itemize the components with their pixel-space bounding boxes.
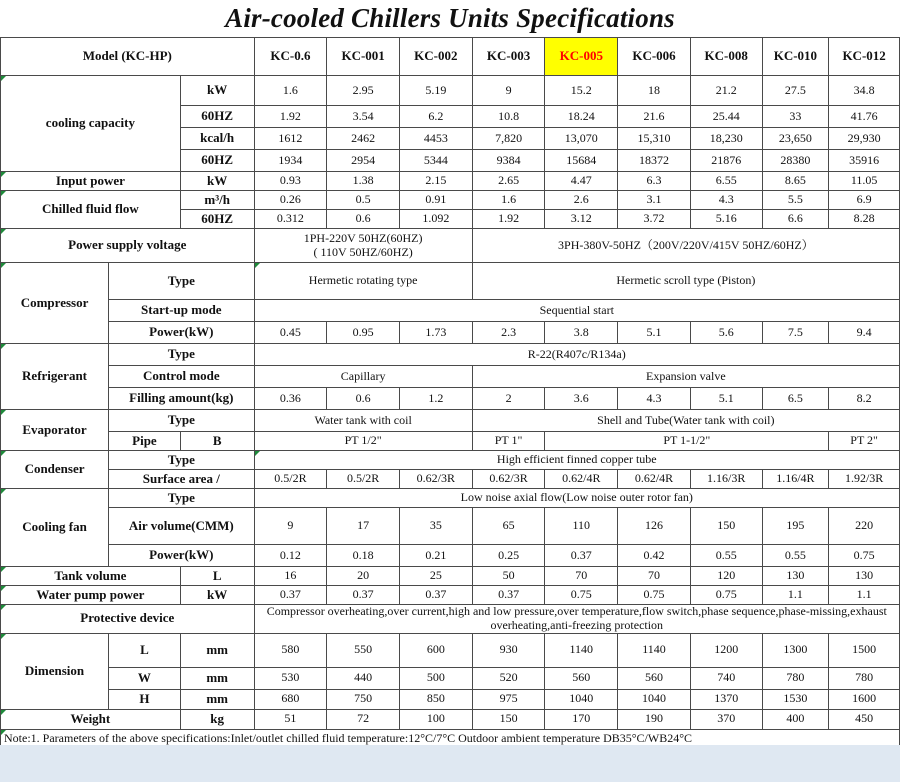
tank-volume-kc-012: 130: [829, 567, 900, 586]
cooling-kcal-60hz-kc-001: 2954: [327, 150, 400, 172]
compressor-power-kc-006: 5.1: [618, 322, 691, 344]
cooling-kw-kc-0-6: 1.6: [254, 76, 327, 106]
model-kc-010: KC-010: [762, 38, 829, 76]
filling-amount-kc-012: 8.2: [829, 388, 900, 410]
compressor-label: Compressor: [1, 263, 109, 344]
note-line-1: Note:1. Parameters of the above specifications:Inlet/outlet chilled fluid temperature:12°C/7°C Outdoor ambient temperature DB35°C/WB24°C: [1, 729, 900, 749]
tank-volume-kc-006: 70: [618, 567, 691, 586]
table-row: [1, 172, 900, 191]
weight-kc-005: 170: [545, 709, 618, 729]
dim-l-kc-003: 930: [472, 633, 545, 667]
flow-60hz-kc-006: 3.72: [618, 210, 691, 229]
compressor-power-kc-0-6: 0.45: [254, 322, 327, 344]
tank-volume-kc-010: 130: [762, 567, 829, 586]
pump-power-kc-010: 1.1: [762, 586, 829, 605]
cooling-kcal-60hz-kc-006: 18372: [618, 150, 691, 172]
pump-power-kc-0-6: 0.37: [254, 586, 327, 605]
input-power-kc-010: 8.65: [762, 172, 829, 191]
dim-l-kc-001: 550: [327, 633, 400, 667]
sub-label: Pipe: [109, 432, 181, 451]
unit-label: kg: [180, 709, 254, 729]
flow-60hz-kc-003: 1.92: [472, 210, 545, 229]
cooling-kcal-60hz-kc-003: 9384: [472, 150, 545, 172]
unit-label: 60HZ: [180, 106, 254, 128]
table-row: [1, 508, 900, 545]
model-kc-003: KC-003: [472, 38, 545, 76]
chilled-flow-label: Chilled fluid flow: [1, 191, 181, 229]
sub-label: Type: [109, 344, 254, 366]
pipe-size: PT 1-1/2": [545, 432, 829, 451]
weight-kc-012: 450: [829, 709, 900, 729]
dim-h-kc-010: 1530: [762, 689, 829, 709]
table-row: [1, 38, 900, 76]
axis-label: L: [109, 633, 181, 667]
table-row: [1, 451, 900, 470]
cooling-kw-kc-006: 18: [618, 76, 691, 106]
cooling-kw-60hz-kc-006: 21.6: [618, 106, 691, 128]
flow-60hz-kc-010: 6.6: [762, 210, 829, 229]
flow-m3h-kc-001: 0.5: [327, 191, 400, 210]
dim-h-kc-003: 975: [472, 689, 545, 709]
cooling-kw-kc-005: 15.2: [545, 76, 618, 106]
cooling-kcal-kc-0-6: 1612: [254, 128, 327, 150]
flow-60hz-kc-002: 1.092: [399, 210, 472, 229]
sub-label: Air volume(CMM): [109, 508, 254, 545]
control-expansion-valve: Expansion valve: [472, 366, 899, 388]
compressor-power-kc-012: 9.4: [829, 322, 900, 344]
cooling-kw-kc-012: 34.8: [829, 76, 900, 106]
input-power-kc-008: 6.55: [690, 172, 762, 191]
flow-m3h-kc-008: 4.3: [690, 191, 762, 210]
fan-power-kc-012: 0.75: [829, 545, 900, 567]
condenser-type: High efficient finned copper tube: [254, 451, 899, 470]
filling-amount-kc-001: 0.6: [327, 388, 400, 410]
refrigerant-label: Refrigerant: [1, 344, 109, 410]
unit-label: mm: [180, 633, 254, 667]
cooling-kcal-kc-012: 29,930: [829, 128, 900, 150]
dim-h-kc-006: 1040: [618, 689, 691, 709]
surface-area-kc-003: 0.62/3R: [472, 470, 545, 489]
dim-h-kc-0-6: 680: [254, 689, 327, 709]
spec-table-body: [1, 38, 900, 770]
table-row: [1, 366, 900, 388]
cooling-kcal-kc-003: 7,820: [472, 128, 545, 150]
dim-w-kc-006: 560: [618, 667, 691, 689]
fan-power-kc-001: 0.18: [327, 545, 400, 567]
dim-l-kc-008: 1200: [690, 633, 762, 667]
cooling-kcal-kc-006: 15,310: [618, 128, 691, 150]
air-volume-kc-008: 150: [690, 508, 762, 545]
protective-text: Compressor overheating,over current,high and low pressure,over temperature,flow switch,phase sequence,phase-missing,exhaust overheating,anti-freezing protection: [254, 605, 899, 634]
dim-l-kc-0-6: 580: [254, 633, 327, 667]
pump-power-kc-003: 0.37: [472, 586, 545, 605]
cooling-fan-type: Low noise axial flow(Low noise outer rotor fan): [254, 489, 899, 508]
sub-label: Power(kW): [109, 545, 254, 567]
evaporator-label: Evaporator: [1, 410, 109, 451]
table-row: [1, 300, 900, 322]
table-row: [1, 470, 900, 489]
cooling-kw-60hz-kc-003: 10.8: [472, 106, 545, 128]
cooling-kcal-kc-008: 18,230: [690, 128, 762, 150]
dim-w-kc-003: 520: [472, 667, 545, 689]
refrigerant-type: R-22(R407c/R134a): [254, 344, 899, 366]
compressor-type-scroll: Hermetic scroll type (Piston): [472, 263, 899, 300]
compressor-power-kc-010: 7.5: [762, 322, 829, 344]
cooling-kw-60hz-kc-010: 33: [762, 106, 829, 128]
cooling-kw-60hz-kc-0-6: 1.92: [254, 106, 327, 128]
cooling-kw-60hz-kc-005: 18.24: [545, 106, 618, 128]
model-kc-012: KC-012: [829, 38, 900, 76]
filling-amount-kc-010: 6.5: [762, 388, 829, 410]
table-row: [1, 667, 900, 689]
pump-power-label: Water pump power: [1, 586, 181, 605]
dim-h-kc-002: 850: [399, 689, 472, 709]
air-volume-kc-0-6: 9: [254, 508, 327, 545]
input-power-kc-006: 6.3: [618, 172, 691, 191]
compressor-power-kc-008: 5.6: [690, 322, 762, 344]
fan-power-kc-010: 0.55: [762, 545, 829, 567]
filling-amount-kc-003: 2: [472, 388, 545, 410]
model-header: Model (KC-HP): [1, 38, 255, 76]
table-row: [1, 410, 900, 432]
weight-kc-008: 370: [690, 709, 762, 729]
dim-l-kc-010: 1300: [762, 633, 829, 667]
tank-volume-kc-008: 120: [690, 567, 762, 586]
filling-amount-kc-005: 3.6: [545, 388, 618, 410]
sub-label: Start-up mode: [109, 300, 254, 322]
cooling-kcal-60hz-kc-010: 28380: [762, 150, 829, 172]
air-volume-kc-002: 35: [399, 508, 472, 545]
model-kc-001: KC-001: [327, 38, 400, 76]
flow-m3h-kc-002: 0.91: [399, 191, 472, 210]
compressor-power-kc-002: 1.73: [399, 322, 472, 344]
sub-label: Power(kW): [109, 322, 254, 344]
flow-m3h-kc-005: 2.6: [545, 191, 618, 210]
dim-h-kc-008: 1370: [690, 689, 762, 709]
cooling-kcal-60hz-kc-002: 5344: [399, 150, 472, 172]
cooling-capacity-label: cooling capacity: [1, 76, 181, 172]
tank-volume-kc-002: 25: [399, 567, 472, 586]
table-row: [1, 586, 900, 605]
table-row: [1, 605, 900, 634]
cooling-kcal-kc-002: 4453: [399, 128, 472, 150]
surface-area-kc-002: 0.62/3R: [399, 470, 472, 489]
surface-area-kc-012: 1.92/3R: [829, 470, 900, 489]
unit-label: m³/h: [180, 191, 254, 210]
pump-power-kc-002: 0.37: [399, 586, 472, 605]
fan-power-kc-002: 0.21: [399, 545, 472, 567]
weight-kc-006: 190: [618, 709, 691, 729]
dim-w-kc-012: 780: [829, 667, 900, 689]
tank-volume-kc-001: 20: [327, 567, 400, 586]
surface-area-kc-0-6: 0.5/2R: [254, 470, 327, 489]
flow-60hz-kc-001: 0.6: [327, 210, 400, 229]
tank-volume-kc-003: 50: [472, 567, 545, 586]
unit-label: L: [180, 567, 254, 586]
cooling-kw-kc-008: 21.2: [690, 76, 762, 106]
unit-label: 60HZ: [180, 210, 254, 229]
model-kc-0-6: KC-0.6: [254, 38, 327, 76]
compressor-type-rotating: Hermetic rotating type: [254, 263, 472, 300]
table-row: [1, 229, 900, 263]
tank-volume-kc-005: 70: [545, 567, 618, 586]
cooling-kw-kc-002: 5.19: [399, 76, 472, 106]
power-supply-label: Power supply voltage: [1, 229, 255, 263]
model-kc-008: KC-008: [690, 38, 762, 76]
sub-label: Type: [109, 410, 254, 432]
table-row: [1, 567, 900, 586]
pipe-size: PT 1": [472, 432, 545, 451]
dim-w-kc-005: 560: [545, 667, 618, 689]
protective-label: Protective device: [1, 605, 255, 634]
dim-w-kc-010: 780: [762, 667, 829, 689]
pump-power-kc-008: 0.75: [690, 586, 762, 605]
sub-label: Surface area /: [109, 470, 254, 489]
flow-m3h-kc-006: 3.1: [618, 191, 691, 210]
cooling-kcal-60hz-kc-0-6: 1934: [254, 150, 327, 172]
cooling-kw-60hz-kc-001: 3.54: [327, 106, 400, 128]
unit-label: kW: [180, 76, 254, 106]
dim-h-kc-005: 1040: [545, 689, 618, 709]
weight-kc-003: 150: [472, 709, 545, 729]
input-power-kc-0-6: 0.93: [254, 172, 327, 191]
unit-label: B: [180, 432, 254, 451]
pump-power-kc-001: 0.37: [327, 586, 400, 605]
pipe-size: PT 2": [829, 432, 900, 451]
cooling-kw-kc-001: 2.95: [327, 76, 400, 106]
input-power-kc-005: 4.47: [545, 172, 618, 191]
flow-60hz-kc-012: 8.28: [829, 210, 900, 229]
weight-kc-002: 100: [399, 709, 472, 729]
sub-label: Type: [109, 489, 254, 508]
dim-h-kc-001: 750: [327, 689, 400, 709]
input-power-label: Input power: [1, 172, 181, 191]
sheet-background: [0, 745, 900, 782]
compressor-power-kc-001: 0.95: [327, 322, 400, 344]
cooling-kcal-kc-005: 13,070: [545, 128, 618, 150]
model-kc-005: KC-005: [545, 38, 618, 76]
dim-w-kc-0-6: 530: [254, 667, 327, 689]
filling-amount-kc-006: 4.3: [618, 388, 691, 410]
sub-label: Type: [109, 263, 254, 300]
surface-area-kc-005: 0.62/4R: [545, 470, 618, 489]
filling-amount-kc-008: 5.1: [690, 388, 762, 410]
flow-60hz-kc-0-6: 0.312: [254, 210, 327, 229]
unit-label: mm: [180, 689, 254, 709]
weight-kc-010: 400: [762, 709, 829, 729]
weight-kc-0-6: 51: [254, 709, 327, 729]
cooling-fan-label: Cooling fan: [1, 489, 109, 567]
table-row: [1, 489, 900, 508]
table-row: [1, 263, 900, 300]
dimension-label: Dimension: [1, 633, 109, 709]
table-row: [1, 191, 900, 210]
table-row: [1, 322, 900, 344]
axis-label: W: [109, 667, 181, 689]
model-kc-006: KC-006: [618, 38, 691, 76]
dim-l-kc-005: 1140: [545, 633, 618, 667]
tank-volume-label: Tank volume: [1, 567, 181, 586]
page-title: Air-cooled Chillers Units Specifications: [225, 3, 675, 33]
table-row: [1, 388, 900, 410]
dim-l-kc-012: 1500: [829, 633, 900, 667]
surface-area-kc-001: 0.5/2R: [327, 470, 400, 489]
sub-label: Type: [109, 451, 254, 470]
compressor-power-kc-005: 3.8: [545, 322, 618, 344]
title-bar: [0, 0, 900, 38]
sub-label: Filling amount(kg): [109, 388, 254, 410]
cooling-kcal-60hz-kc-008: 21876: [690, 150, 762, 172]
spec-table: [0, 37, 900, 770]
cooling-kcal-kc-001: 2462: [327, 128, 400, 150]
flow-m3h-kc-012: 6.9: [829, 191, 900, 210]
cooling-kcal-60hz-kc-012: 35916: [829, 150, 900, 172]
pipe-size: PT 1/2": [254, 432, 472, 451]
unit-label: kcal/h: [180, 128, 254, 150]
flow-m3h-kc-010: 5.5: [762, 191, 829, 210]
fan-power-kc-003: 0.25: [472, 545, 545, 567]
flow-m3h-kc-0-6: 0.26: [254, 191, 327, 210]
air-volume-kc-001: 17: [327, 508, 400, 545]
weight-label: Weight: [1, 709, 181, 729]
evaporator-type-shell: Shell and Tube(Water tank with coil): [472, 410, 899, 432]
table-row: [1, 76, 900, 106]
fan-power-kc-005: 0.37: [545, 545, 618, 567]
filling-amount-kc-0-6: 0.36: [254, 388, 327, 410]
cooling-kw-kc-003: 9: [472, 76, 545, 106]
air-volume-kc-003: 65: [472, 508, 545, 545]
air-volume-kc-010: 195: [762, 508, 829, 545]
unit-label: 60HZ: [180, 150, 254, 172]
unit-label: kW: [180, 586, 254, 605]
control-capillary: Capillary: [254, 366, 472, 388]
compressor-power-kc-003: 2.3: [472, 322, 545, 344]
pump-power-kc-006: 0.75: [618, 586, 691, 605]
dim-w-kc-002: 500: [399, 667, 472, 689]
cooling-kw-60hz-kc-012: 41.76: [829, 106, 900, 128]
fan-power-kc-008: 0.55: [690, 545, 762, 567]
pump-power-kc-012: 1.1: [829, 586, 900, 605]
cooling-kw-60hz-kc-008: 25.44: [690, 106, 762, 128]
air-volume-kc-012: 220: [829, 508, 900, 545]
power-supply-three-phase: 3PH-380V-50HZ（200V/220V/415V 50HZ/60HZ）: [472, 229, 899, 263]
flow-60hz-kc-008: 5.16: [690, 210, 762, 229]
sub-label: Control mode: [109, 366, 254, 388]
cooling-kw-kc-010: 27.5: [762, 76, 829, 106]
flow-60hz-kc-005: 3.12: [545, 210, 618, 229]
dim-w-kc-008: 740: [690, 667, 762, 689]
table-row: [1, 633, 900, 667]
table-row: [1, 432, 900, 451]
axis-label: H: [109, 689, 181, 709]
air-volume-kc-006: 126: [618, 508, 691, 545]
tank-volume-kc-0-6: 16: [254, 567, 327, 586]
input-power-kc-001: 1.38: [327, 172, 400, 191]
dim-l-kc-002: 600: [399, 633, 472, 667]
surface-area-kc-006: 0.62/4R: [618, 470, 691, 489]
model-kc-002: KC-002: [399, 38, 472, 76]
fan-power-kc-006: 0.42: [618, 545, 691, 567]
table-row: [1, 709, 900, 729]
power-supply-line-1: 1PH-220V 50HZ(60HZ): [303, 230, 423, 245]
evaporator-type-tank: Water tank with coil: [254, 410, 472, 432]
compressor-startup: Sequential start: [254, 300, 899, 322]
input-power-kc-003: 2.65: [472, 172, 545, 191]
surface-area-kc-010: 1.16/4R: [762, 470, 829, 489]
input-power-kc-012: 11.05: [829, 172, 900, 191]
surface-area-kc-008: 1.16/3R: [690, 470, 762, 489]
fan-power-kc-0-6: 0.12: [254, 545, 327, 567]
power-supply-line-2: ( 110V 50HZ/60HZ): [313, 244, 413, 259]
filling-amount-kc-002: 1.2: [399, 388, 472, 410]
table-row: [1, 344, 900, 366]
cooling-kcal-kc-010: 23,650: [762, 128, 829, 150]
dim-l-kc-006: 1140: [618, 633, 691, 667]
unit-label: mm: [180, 667, 254, 689]
dim-h-kc-012: 1600: [829, 689, 900, 709]
flow-m3h-kc-003: 1.6: [472, 191, 545, 210]
cooling-kw-60hz-kc-002: 6.2: [399, 106, 472, 128]
table-row: [1, 545, 900, 567]
cooling-kcal-60hz-kc-005: 15684: [545, 150, 618, 172]
weight-kc-001: 72: [327, 709, 400, 729]
power-supply-single-phase: [254, 229, 472, 263]
air-volume-kc-005: 110: [545, 508, 618, 545]
input-power-kc-002: 2.15: [399, 172, 472, 191]
condenser-label: Condenser: [1, 451, 109, 489]
unit-label: kW: [180, 172, 254, 191]
table-row: [1, 689, 900, 709]
pump-power-kc-005: 0.75: [545, 586, 618, 605]
dim-w-kc-001: 440: [327, 667, 400, 689]
